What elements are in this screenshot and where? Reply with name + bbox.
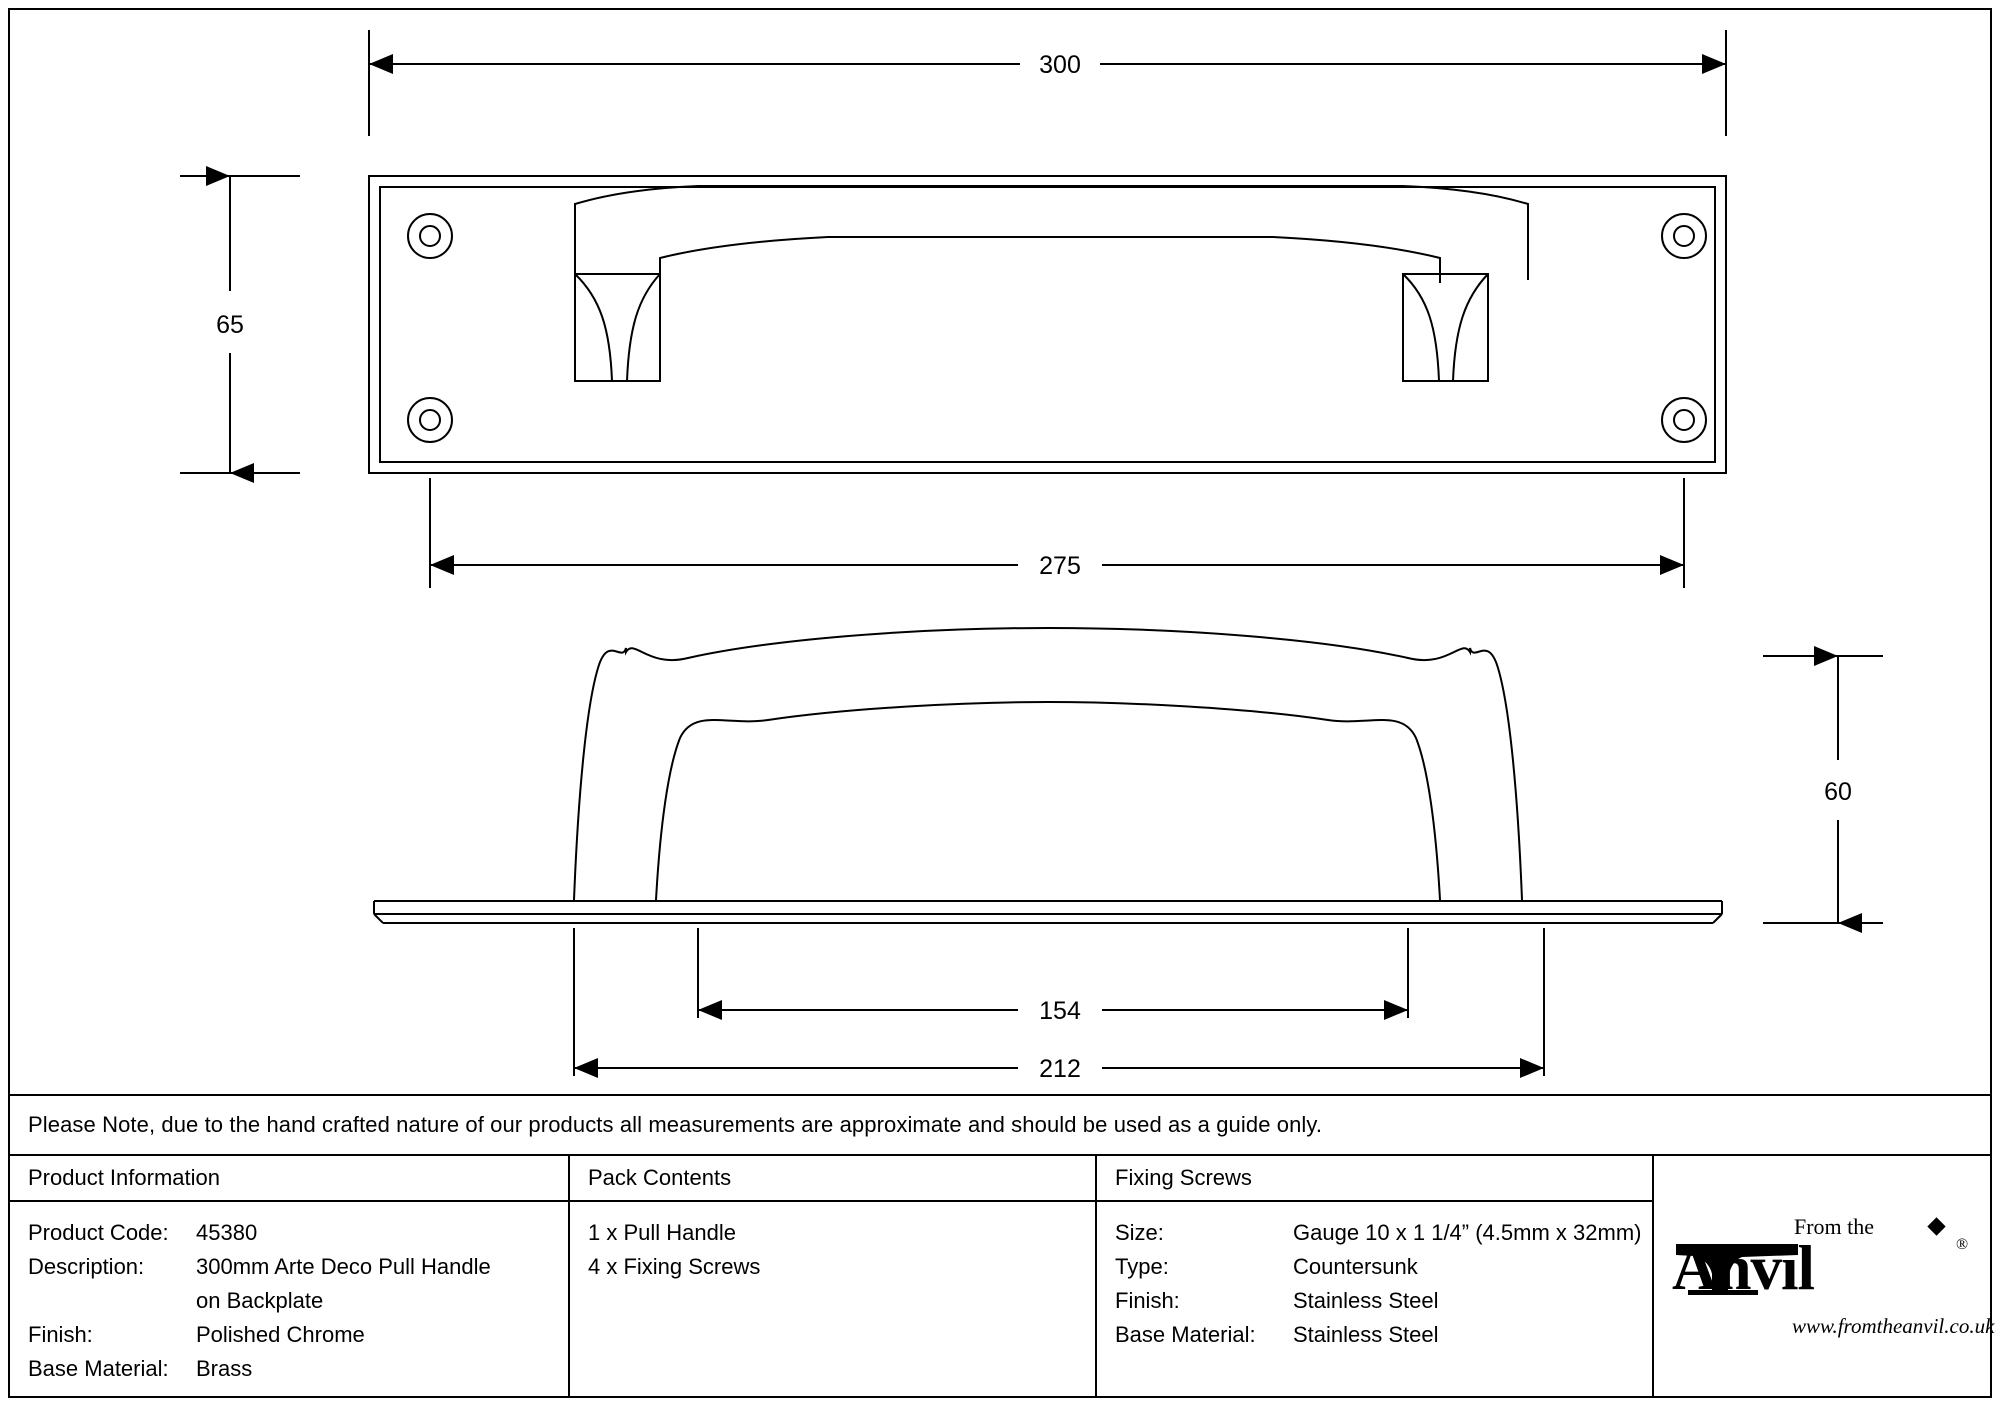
disclaimer-text: Please Note, due to the hand crafted nature of our products all measurements are approximate and should be used as a guide only. <box>28 1112 1323 1137</box>
product-drawing <box>8 8 1992 1094</box>
disclaimer-row <box>10 1094 1990 1156</box>
screw-type-label: Type: <box>1115 1254 1169 1279</box>
anvil-icon <box>1672 1238 1802 1296</box>
dim-label-overall-width: 300 <box>1039 51 1081 79</box>
pack-contents-item: 4 x Fixing Screws <box>588 1254 761 1279</box>
screw-type-value: Countersunk <box>1293 1254 1418 1279</box>
logo-from-the-text: From the <box>1794 1214 1875 1239</box>
dim-label-plate-height: 65 <box>216 311 244 339</box>
description-label-cont <box>28 1284 196 1318</box>
description-value-cont: on Backplate <box>196 1288 324 1313</box>
info-table <box>10 1156 1995 1396</box>
product-code-value: 45380 <box>196 1220 258 1245</box>
screw-finish-label: Finish: <box>1115 1288 1180 1313</box>
diamond-icon <box>1927 1217 1945 1235</box>
screw-base-material-label: Base Material: <box>1115 1322 1256 1347</box>
dim-label-projection: 60 <box>1824 778 1852 806</box>
screw-size-value: Gauge 10 x 1 1/4” (4.5mm x 32mm) <box>1293 1220 1642 1245</box>
brand-logo-column <box>1654 1156 1995 1396</box>
product-information-header: Product Information <box>10 1156 568 1202</box>
screw-size-label: Size: <box>1115 1220 1164 1245</box>
pack-contents-body <box>570 1202 1095 1284</box>
fixing-screws-column <box>1097 1156 1654 1396</box>
brand-logo <box>1654 1156 1995 1396</box>
finish-value: Polished Chrome <box>196 1322 365 1347</box>
product-information-column <box>10 1156 570 1396</box>
description-value: 300mm Arte Deco Pull Handle <box>196 1254 491 1279</box>
screw-finish-value: Stainless Steel <box>1293 1288 1439 1313</box>
fixing-screws-body <box>1097 1202 1652 1352</box>
logo-anvil-text: Anvil <box>1672 1233 1815 1303</box>
product-information-body <box>10 1202 568 1386</box>
dim-label-base-length: 212 <box>1039 1055 1081 1083</box>
fixing-screws-header: Fixing Screws <box>1097 1156 1652 1202</box>
base-material-value: Brass <box>196 1356 253 1381</box>
dim-label-handle-centres: 154 <box>1039 997 1081 1025</box>
dim-label-fixing-centres: 275 <box>1039 552 1081 580</box>
description-label: Description: <box>28 1254 145 1279</box>
screw-base-material-value: Stainless Steel <box>1293 1322 1439 1347</box>
pack-contents-item: 1 x Pull Handle <box>588 1220 736 1245</box>
pack-contents-column <box>570 1156 1097 1396</box>
logo-website-url: www.fromtheanvil.co.uk <box>1792 1314 1995 1338</box>
product-code-label: Product Code: <box>28 1220 169 1245</box>
registered-trademark-icon: ® <box>1956 1236 1969 1253</box>
base-material-label: Base Material: <box>28 1356 169 1381</box>
pack-contents-header: Pack Contents <box>570 1156 1095 1202</box>
finish-label: Finish: <box>28 1322 93 1347</box>
